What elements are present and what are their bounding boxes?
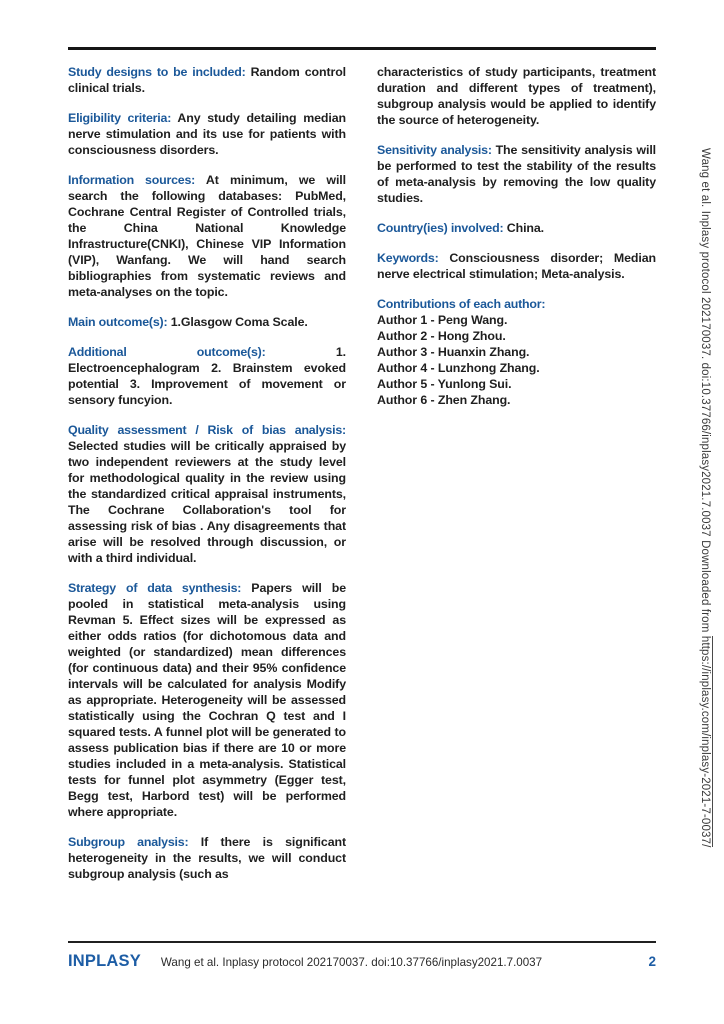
section-text: Selected studies will be critically appraised by two independent reviewers at the study level for methodological quality in the review using the standardized critical appraisal instruments, The Cochrane Collaboration's tool for assessing risk of bias . Any disagreements that arise will be resolved through discussion, or with a third individual.	[68, 439, 346, 565]
inplasy-logo: INPLASY	[68, 952, 141, 970]
section-label: Strategy of data synthesis:	[68, 581, 242, 595]
section-label: Additional outcome(s):	[68, 345, 266, 359]
paragraph-information-sources	[68, 172, 346, 300]
page-number: 2	[648, 954, 656, 969]
section-text: China.	[506, 221, 545, 235]
author-line: Author 1 - Peng Wang.	[377, 313, 508, 327]
paragraph-countries-involved	[377, 220, 656, 236]
paragraph-quality-assessment	[68, 422, 346, 566]
section-text: At minimum, we will search the following databases: PubMed, Cochrane Central Register of Controlled trials, the China National Knowledge Infrastructure(CNKI), Chinese VIP Information (VIP), Wanfang. We will hand search bibliographies from systematic reviews and meta-analyses on the topic.	[68, 173, 346, 299]
paragraph-sensitivity-analysis	[377, 142, 656, 206]
section-text: characteristics of study participants, treatment duration and different types of treatment), subgroup analysis would be applied to identify the source of heterogeneity.	[377, 65, 656, 127]
paragraph-subgroup-continuation	[377, 64, 656, 128]
footer-citation: Wang et al. Inplasy protocol 202170037. doi:10.37766/inplasy2021.7.0037	[160, 956, 543, 969]
content-columns	[68, 64, 656, 882]
section-text: 1.Glasgow Coma Scale.	[170, 315, 308, 329]
paragraph-subgroup-analysis	[68, 834, 346, 882]
section-label: Keywords:	[377, 251, 439, 265]
top-rule	[68, 47, 656, 50]
author-line: Author 6 - Zhen Zhang.	[377, 393, 511, 407]
section-text: Consciousness disorder; Median nerve electrical stimulation; Meta-analysis.	[377, 251, 656, 281]
page-footer	[68, 952, 656, 971]
paragraph-keywords	[377, 250, 656, 282]
section-text: The sensitivity analysis will be performed to test the stability of the results of meta-analysis by removing the low quality studies.	[377, 143, 657, 205]
author-line: Author 5 - Yunlong Sui.	[377, 377, 512, 391]
section-label: Study designs to be included:	[68, 65, 246, 79]
paragraph-additional-outcomes	[68, 344, 346, 408]
section-label: Country(ies) involved:	[377, 221, 504, 235]
section-label: Information sources:	[68, 173, 196, 187]
author-line: Author 3 - Huanxin Zhang.	[377, 345, 530, 359]
section-label: Subgroup analysis:	[68, 835, 189, 849]
right-column	[377, 64, 656, 882]
section-text: If there is significant heterogeneity in the results, we will conduct subgroup analysis (such as	[68, 835, 346, 881]
paragraph-strategy-data-synthesis	[68, 580, 346, 820]
section-label: Sensitivity analysis:	[377, 143, 492, 157]
sidebar-citation-text: Wang et al. Inplasy protocol 202170037. doi:10.37766/inplasy2021.7.0037 Downloaded from	[699, 148, 711, 636]
paragraph-main-outcomes	[68, 314, 346, 330]
author-line: Author 2 - Hong Zhou.	[377, 329, 506, 343]
sidebar-citation-link[interactable]: https://inplasy.com/inplasy-2021-7-0037/	[699, 635, 711, 848]
section-label: Quality assessment / Risk of bias analysis:	[68, 423, 346, 437]
section-text: 1. Electroencephalogram 2. Brainstem evoked potential 3. Improvement of movement or sensory funcyion.	[68, 345, 346, 407]
paragraph-eligibility-criteria	[68, 110, 346, 158]
section-label: Contributions of each author:	[377, 297, 546, 311]
section-text: Papers will be pooled in statistical meta-analysis using Revman 5. Effect sizes will be expressed as either odds ratios (for dichotomous data and weighted (or standardized) mean differences (for continuous data) and their 95% confidence intervals will be calculated for analysis Modify as appropriate. Heterogeneity will be assessed statistically using the Cochran Q test and I squared tests. A funnel plot will be generated to assess publication bias if there are 10 or more studies included in a meta-analysis. Statistical tests for funnel plot asymmetry (Egger test, Begg test, Harbord test) will be performed where appropriate.	[68, 581, 346, 819]
section-text: Random control clinical trials.	[68, 65, 347, 95]
author-line: Author 4 - Lunzhong Zhang.	[377, 361, 540, 375]
section-label: Main outcome(s):	[68, 315, 168, 329]
paragraph-author-contributions	[377, 296, 656, 408]
footer-rule	[68, 941, 656, 943]
section-text: Any study detailing median nerve stimulation and its use for patients with consciousness disorders.	[68, 111, 346, 157]
sidebar-citation	[698, 148, 712, 847]
left-column	[68, 64, 346, 882]
paragraph-study-designs	[68, 64, 346, 96]
section-label: Eligibility criteria:	[68, 111, 172, 125]
